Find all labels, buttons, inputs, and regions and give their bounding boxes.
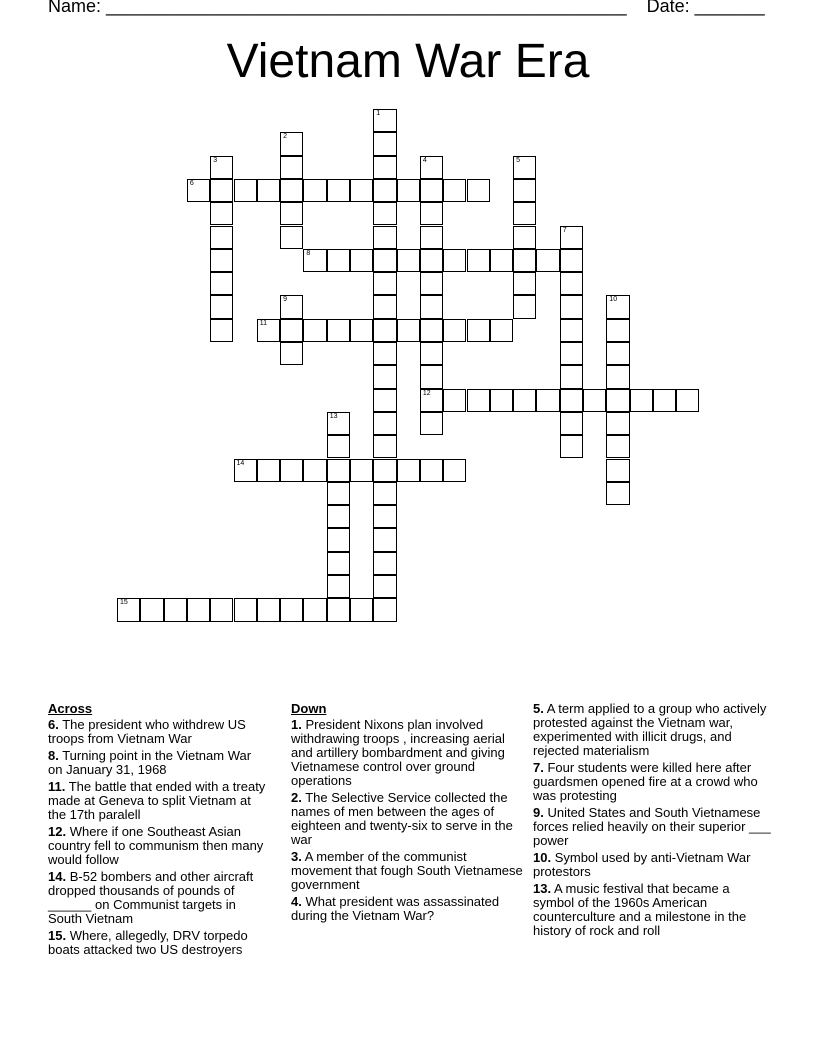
grid-cell[interactable] — [560, 319, 583, 342]
grid-cell[interactable] — [373, 459, 396, 482]
clue-item — [48, 929, 268, 957]
grid-cell[interactable] — [467, 319, 490, 342]
grid-cell[interactable] — [373, 505, 396, 528]
cell-number: 5 — [516, 156, 520, 164]
clue-item — [533, 702, 771, 758]
clue-text: B-52 bombers and other aircraft dropped thousands of pounds of ______ on Communist targets in South Vietnam — [48, 869, 254, 926]
clue-number: 15. — [48, 928, 67, 943]
grid-cell[interactable] — [606, 342, 629, 365]
grid-cell[interactable] — [327, 179, 350, 202]
clue-item — [533, 882, 771, 938]
grid-cell[interactable] — [420, 249, 443, 272]
grid-cell[interactable] — [327, 528, 350, 551]
grid-cell[interactable] — [280, 156, 303, 179]
grid-cell[interactable] — [560, 389, 583, 412]
clue-item — [291, 791, 526, 847]
cell-number: 13 — [329, 412, 338, 420]
grid-cell[interactable] — [443, 179, 466, 202]
grid-cell[interactable] — [257, 459, 280, 482]
grid-cell[interactable] — [467, 389, 490, 412]
grid-cell[interactable] — [373, 272, 396, 295]
clue-number: 6. — [48, 717, 59, 732]
grid-cell[interactable] — [210, 249, 233, 272]
grid-cell[interactable] — [467, 179, 490, 202]
cell-number: 8 — [306, 249, 311, 257]
grid-cell[interactable] — [210, 226, 233, 249]
clue-text: President Nixons plan involved withdrawing troops , increasing aerial and artillery bombardment and giving Vietnamese control over ground operations — [291, 717, 505, 788]
grid-cell[interactable] — [327, 552, 350, 575]
grid-cell[interactable] — [280, 132, 303, 155]
grid-cell[interactable] — [397, 319, 420, 342]
grid-cell[interactable] — [327, 482, 350, 505]
clue-text: Where if one Southeast Asian country fell to communism then many would follow — [48, 824, 264, 867]
grid-cell[interactable] — [350, 319, 373, 342]
grid-cell[interactable] — [420, 319, 443, 342]
grid-cell[interactable] — [210, 156, 233, 179]
grid-cell[interactable] — [397, 459, 420, 482]
grid-cell[interactable] — [140, 598, 163, 621]
grid-cell[interactable] — [513, 226, 536, 249]
clue-text: United States and South Vietnamese forces relied heavily on their superior ___ power — [533, 805, 771, 848]
grid-cell[interactable] — [373, 202, 396, 225]
grid-cell[interactable] — [327, 505, 350, 528]
grid-cell[interactable] — [373, 412, 396, 435]
clue-item — [533, 806, 771, 848]
grid-cell[interactable] — [234, 598, 257, 621]
grid-cell[interactable] — [420, 156, 443, 179]
grid-cell[interactable] — [420, 365, 443, 388]
grid-cell[interactable] — [257, 319, 280, 342]
grid-cell[interactable] — [350, 249, 373, 272]
cell-number: 7 — [562, 226, 567, 234]
grid-cell[interactable] — [164, 598, 187, 621]
grid-cell[interactable] — [234, 459, 257, 482]
cell-number: 15 — [120, 599, 128, 607]
grid-cell[interactable] — [606, 365, 629, 388]
grid-cell[interactable] — [420, 459, 443, 482]
grid-cell[interactable] — [420, 226, 443, 249]
grid-cell[interactable] — [327, 249, 350, 272]
grid-cell[interactable] — [490, 389, 513, 412]
grid-cell[interactable] — [606, 412, 629, 435]
grid-cell[interactable] — [513, 202, 536, 225]
grid-cell[interactable] — [443, 319, 466, 342]
puzzle-title: Vietnam War Era — [226, 35, 590, 88]
grid-cell[interactable] — [373, 435, 396, 458]
cell-number: 6 — [189, 179, 194, 187]
clue-number: 9. — [533, 805, 544, 820]
grid-cell[interactable] — [373, 365, 396, 388]
grid-cell[interactable] — [560, 295, 583, 318]
grid-cell[interactable] — [373, 295, 396, 318]
grid-cell[interactable] — [560, 272, 583, 295]
grid-cell[interactable] — [443, 459, 466, 482]
grid-cell[interactable] — [187, 179, 210, 202]
grid-cell[interactable] — [373, 132, 396, 155]
clue-text: Four students were killed here after guardsmen opened fire at a crowd who was protesting — [533, 760, 758, 803]
grid-cell[interactable] — [303, 598, 326, 621]
grid-cell[interactable] — [327, 319, 350, 342]
grid-cell[interactable] — [350, 179, 373, 202]
grid-cell[interactable] — [513, 295, 536, 318]
grid-cell[interactable] — [327, 598, 350, 621]
clue-number: 10. — [533, 850, 552, 865]
grid-cell[interactable] — [536, 249, 559, 272]
grid-cell[interactable] — [234, 179, 257, 202]
grid-cell[interactable] — [117, 598, 140, 621]
cell-number: 2 — [283, 133, 287, 141]
clue-item — [48, 780, 268, 822]
clue-text: A term applied to a group who actively protested against the Vietnam war, experimented with illicit drugs, and rejected materialism — [533, 701, 767, 758]
grid-cell[interactable] — [490, 249, 513, 272]
grid-cell[interactable] — [536, 389, 559, 412]
clue-number: 4. — [291, 894, 302, 909]
grid-cell[interactable] — [513, 179, 536, 202]
grid-cell[interactable] — [373, 319, 396, 342]
grid-cell[interactable] — [560, 342, 583, 365]
grid-cell[interactable] — [303, 179, 326, 202]
grid-cell[interactable] — [350, 598, 373, 621]
grid-cell[interactable] — [373, 342, 396, 365]
clue-item — [533, 761, 771, 803]
grid-cell[interactable] — [327, 435, 350, 458]
grid-cell[interactable] — [397, 179, 420, 202]
grid-cell[interactable] — [583, 389, 606, 412]
cell-number: 12 — [422, 389, 431, 397]
grid-cell[interactable] — [560, 365, 583, 388]
grid-cell[interactable] — [257, 598, 280, 621]
grid-cell[interactable] — [350, 459, 373, 482]
across-heading: Across — [48, 701, 93, 716]
grid-cell[interactable] — [257, 179, 280, 202]
grid-cell[interactable] — [280, 598, 303, 621]
down-heading: Down — [291, 701, 327, 716]
clue-number: 11. — [48, 779, 66, 794]
grid-cell[interactable] — [606, 435, 629, 458]
grid-cell[interactable] — [490, 319, 513, 342]
grid-cell[interactable] — [327, 459, 350, 482]
grid-cell[interactable] — [443, 389, 466, 412]
grid-cell[interactable] — [420, 295, 443, 318]
grid-cell[interactable] — [630, 389, 653, 412]
grid-cell[interactable] — [280, 319, 303, 342]
cell-number: 14 — [236, 459, 245, 467]
grid-cell[interactable] — [653, 389, 676, 412]
clue-item — [291, 850, 526, 892]
grid-cell[interactable] — [467, 249, 490, 272]
clue-text: A music festival that became a symbol of the 1960s American counterculture and a milestone in the history of rock and roll — [533, 881, 747, 938]
grid-cell[interactable] — [560, 435, 583, 458]
cell-number: 10 — [609, 296, 618, 304]
grid-cell[interactable] — [210, 272, 233, 295]
grid-cell[interactable] — [280, 226, 303, 249]
cell-number: 4 — [422, 156, 427, 164]
grid-cell[interactable] — [606, 389, 629, 412]
grid-cell[interactable] — [606, 319, 629, 342]
clue-item — [48, 749, 268, 777]
grid-cell[interactable] — [210, 598, 233, 621]
grid-cell[interactable] — [280, 202, 303, 225]
cell-number: 11 — [259, 319, 268, 327]
clue-item — [48, 825, 268, 867]
grid-cell[interactable] — [373, 226, 396, 249]
date-field-label: Date: _______ — [646, 0, 765, 16]
across-clues — [48, 702, 268, 960]
cell-number: 3 — [213, 156, 218, 164]
grid-cell[interactable] — [373, 109, 396, 132]
grid-cell[interactable] — [513, 389, 536, 412]
grid-cell[interactable] — [606, 459, 629, 482]
cell-number: 1 — [376, 110, 381, 117]
name-field-label: Name: ____________________________________________________ — [48, 0, 627, 16]
clue-text: A member of the communist movement that fough South Vietnamese government — [291, 849, 523, 892]
grid-cell[interactable] — [560, 226, 583, 249]
clue-number: 14. — [48, 869, 67, 884]
grid-cell[interactable] — [210, 295, 233, 318]
grid-cell[interactable] — [373, 482, 396, 505]
grid-cell[interactable] — [303, 249, 326, 272]
grid-cell[interactable] — [280, 179, 303, 202]
clue-number: 1. — [291, 717, 302, 732]
grid-cell[interactable] — [280, 342, 303, 365]
clue-number: 7. — [533, 760, 544, 775]
grid-cell[interactable] — [327, 412, 350, 435]
grid-cell[interactable] — [210, 179, 233, 202]
grid-cell[interactable] — [373, 249, 396, 272]
clue-number: 13. — [533, 881, 552, 896]
clue-text: The battle that ended with a treaty made at Geneva to split Vietnam at the 17th paralell — [48, 779, 266, 822]
clue-number: 2. — [291, 790, 302, 805]
grid-cell[interactable] — [676, 389, 699, 412]
grid-cell[interactable] — [513, 272, 536, 295]
grid-cell[interactable] — [210, 202, 233, 225]
clue-text: Where, allegedly, DRV torpedo boats attacked two US destroyers — [48, 928, 248, 957]
clue-text: Turning point in the Vietnam War on January 31, 1968 — [48, 748, 252, 777]
grid-cell[interactable] — [303, 459, 326, 482]
clue-item — [291, 718, 526, 788]
grid-cell[interactable] — [513, 156, 536, 179]
clue-item — [48, 718, 268, 746]
grid-cell[interactable] — [420, 272, 443, 295]
grid-cell[interactable] — [606, 482, 629, 505]
grid-cell[interactable] — [373, 389, 396, 412]
cell-number: 9 — [283, 296, 287, 304]
grid-cell[interactable] — [606, 295, 629, 318]
clue-number: 5. — [533, 701, 544, 716]
clue-item — [291, 895, 526, 923]
grid-cell[interactable] — [420, 412, 443, 435]
grid-cell[interactable] — [303, 319, 326, 342]
clue-text: The Selective Service collected the names of men between the ages of eighteen and twenty-six to serve in the war — [291, 790, 513, 847]
grid-cell[interactable] — [373, 575, 396, 598]
clue-number: 12. — [48, 824, 67, 839]
grid-cell[interactable] — [397, 249, 420, 272]
grid-cell[interactable] — [420, 202, 443, 225]
grid-cell[interactable] — [373, 179, 396, 202]
clue-number: 3. — [291, 849, 302, 864]
grid-cell[interactable] — [187, 598, 210, 621]
grid-cell[interactable] — [443, 249, 466, 272]
clue-text: Symbol used by anti-Vietnam War protestors — [533, 850, 751, 879]
clue-item — [48, 870, 268, 926]
grid-cell[interactable] — [560, 249, 583, 272]
grid-cell[interactable] — [280, 459, 303, 482]
clue-text: The president who withdrew US troops from Vietnam War — [48, 717, 246, 746]
grid-cell[interactable] — [373, 552, 396, 575]
grid-cell[interactable] — [373, 156, 396, 179]
grid-cell[interactable] — [420, 179, 443, 202]
down-clues-continued — [533, 702, 771, 941]
grid-cell[interactable] — [373, 528, 396, 551]
down-clues — [291, 702, 526, 926]
grid-cell[interactable] — [513, 249, 536, 272]
clue-text: What president was assassinated during the Vietnam War? — [291, 894, 500, 923]
grid-cell[interactable] — [210, 319, 233, 342]
grid-cell[interactable] — [373, 598, 396, 621]
grid-cell[interactable] — [560, 412, 583, 435]
grid-cell[interactable] — [280, 295, 303, 318]
grid-cell[interactable] — [327, 575, 350, 598]
grid-cell[interactable] — [420, 342, 443, 365]
grid-cell[interactable] — [420, 389, 443, 412]
clue-item — [533, 851, 771, 879]
clue-number: 8. — [48, 748, 59, 763]
